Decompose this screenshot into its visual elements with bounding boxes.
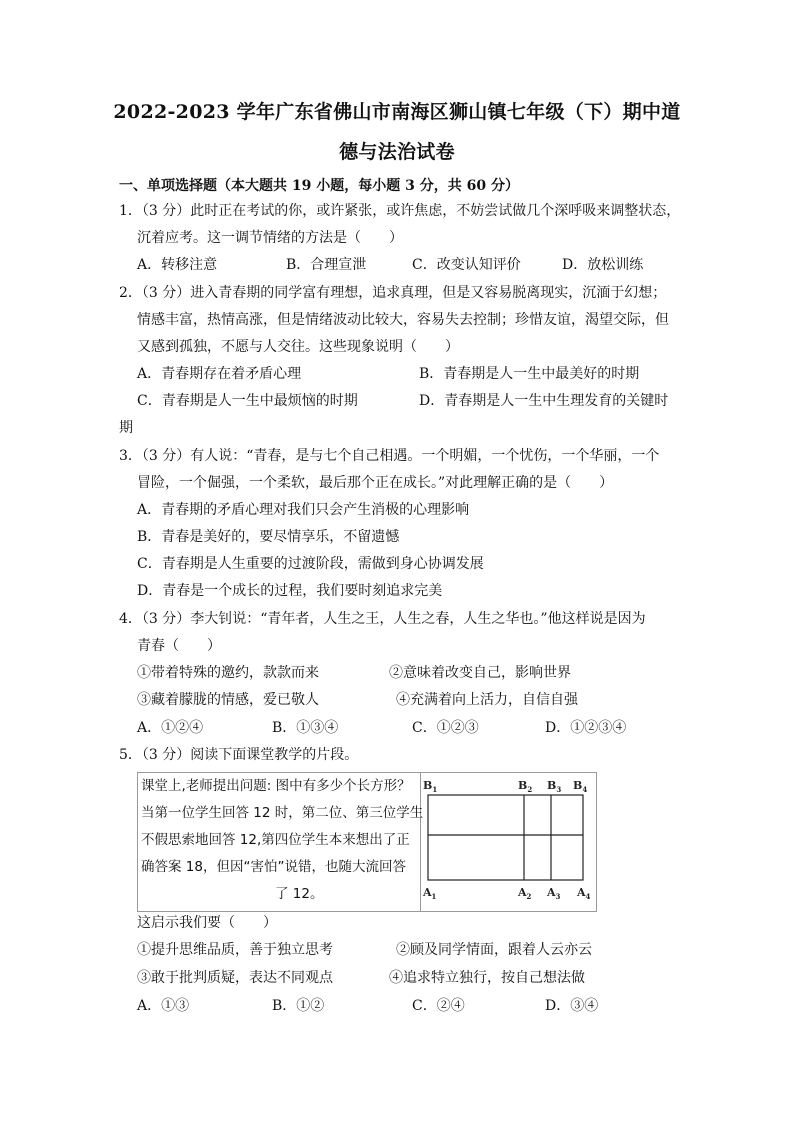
q3-stem-line2: 冒险，一个倔强，一个柔软，最后那个正在成长。”对此理解正确的是（ ） <box>137 475 614 491</box>
q3-option-d: D．青春是一个成长的过程，我们要时刻追求完美 <box>137 583 443 599</box>
q5-item-4: ④追求特立独行，按自己想法做 <box>389 970 585 986</box>
q2-stem-line3: 又感到孤独，不愿与人交往。这些现象说明（ ） <box>137 339 459 355</box>
q5-box-line3: 不假思索地回答 12,第四位学生本来想出了正 <box>141 832 410 848</box>
q1-option-c: C．改变认知评价 <box>412 257 521 273</box>
q4-option-b: B．①③④ <box>272 720 339 736</box>
label-a4: $A_4$ <box>577 886 591 901</box>
label-b3: $B_3$ <box>547 779 562 794</box>
exam-title-line2: 德与法治试卷 <box>339 141 455 163</box>
figure-outer-rect <box>428 795 583 880</box>
q4-option-c: C．①②③ <box>412 720 479 736</box>
q2-stem-line1: 2．（3 分）进入青春期的同学富有理想，追求真理，但是又容易脱离现实，沉湎于幻想； <box>119 285 667 301</box>
q1-option-a: A．转移注意 <box>137 257 218 273</box>
q3-stem-line1: 3．（3 分）有人说：“青春，是与七个自己相遇。一个明媚，一个忧伤，一个华丽，一个 <box>119 448 660 464</box>
label-b4: $B_4$ <box>573 779 588 794</box>
q5-stem-line1: 5．（3 分）阅读下面课堂教学的片段。 <box>119 747 359 763</box>
q5-option-a: A．①③ <box>137 998 190 1014</box>
q5-box-line1: 课堂上,老师提出问题: 图中有多少个长方形？ <box>141 778 411 794</box>
q5-question: 这启示我们要（ ） <box>137 915 277 931</box>
label-a1: $A_1$ <box>423 886 437 901</box>
q5-option-c: C．②④ <box>412 998 465 1014</box>
q2-option-d: D．青春期是人一生中生理发育的关键时 <box>419 393 669 409</box>
q4-item-1: ①带着特殊的邀约，款款而来 <box>137 665 319 681</box>
q4-stem-line2: 青春（ ） <box>137 638 221 654</box>
q2-option-a: A．青春期存在着矛盾心理 <box>137 366 302 382</box>
q3-option-c: C．青春期是人生重要的过渡阶段，需做到身心协调发展 <box>137 556 484 572</box>
q4-item-3: ③藏着朦胧的情感，爱已敬人 <box>137 692 319 708</box>
exam-title-line1: 2022-2023 学年广东省佛山市南海区狮山镇七年级（下）期中道 <box>113 101 681 123</box>
q5-option-b: B．①② <box>272 998 325 1014</box>
q3-option-b: B．青春是美好的，要尽情享乐，不留遗憾 <box>137 529 400 545</box>
label-b1: $B_1$ <box>423 779 438 794</box>
q1-stem-line1: 1．（3 分）此时正在考试的你，或许紧张，或许焦虑，不妨尝试做几个深呼吸来调整状态， <box>119 203 681 219</box>
q2-option-d-wrap: 期 <box>119 420 133 436</box>
q1-option-b: B．合理宣泄 <box>286 257 367 273</box>
q1-option-d: D．放松训练 <box>562 257 644 273</box>
q4-option-d: D．①②③④ <box>545 720 627 736</box>
q2-option-b: B．青春期是人一生中最美好的时期 <box>419 366 640 382</box>
q4-stem-line1: 4．（3 分）李大钊说：“青年者，人生之王，人生之春，人生之华也。”他这样说是因为 <box>119 611 646 627</box>
q5-material-text <box>138 773 424 911</box>
q4-item-4: ④充满着向上活力，自信自强 <box>396 692 578 708</box>
label-b2: $B_2$ <box>518 779 533 794</box>
q5-box-line2: 当第一位学生回答 12 时，第二位、第三位学生 <box>141 805 424 821</box>
q5-material-box <box>137 772 597 912</box>
section-heading: 一、单项选择题（本大题共 19 小题，每小题 3 分，共 60 分） <box>119 178 519 194</box>
q3-option-a: A．青春期的矛盾心理对我们只会产生消极的心理影响 <box>137 502 470 518</box>
label-a3: $A_3$ <box>547 886 561 901</box>
q5-item-1: ①提升思维品质，善于独立思考 <box>137 942 333 958</box>
q5-box-line4: 确答案 18，但因“害怕”说错，也随大流回答 <box>141 859 406 875</box>
q5-option-d: D．③④ <box>545 998 599 1014</box>
q5-item-2: ②顾及同学情面，跟着人云亦云 <box>396 942 592 958</box>
q5-item-3: ③敢于批判质疑，表达不同观点 <box>137 970 333 986</box>
q4-item-2: ②意味着改变自己，影响世界 <box>389 665 571 681</box>
q4-option-a: A．①②④ <box>137 720 204 736</box>
q2-option-c: C．青春期是人一生中最烦恼的时期 <box>137 393 358 409</box>
label-a2: $A_2$ <box>518 886 532 901</box>
rectangle-figure <box>421 773 596 911</box>
q2-stem-line2: 情感丰富，热情高涨，但是情绪波动比较大，容易失去控制；珍惜友谊，渴望交际，但 <box>137 312 669 328</box>
q5-box-line5: 了 12。 <box>275 886 324 902</box>
q1-stem-line2: 沉着应考。这一调节情绪的方法是（ ） <box>137 230 403 246</box>
